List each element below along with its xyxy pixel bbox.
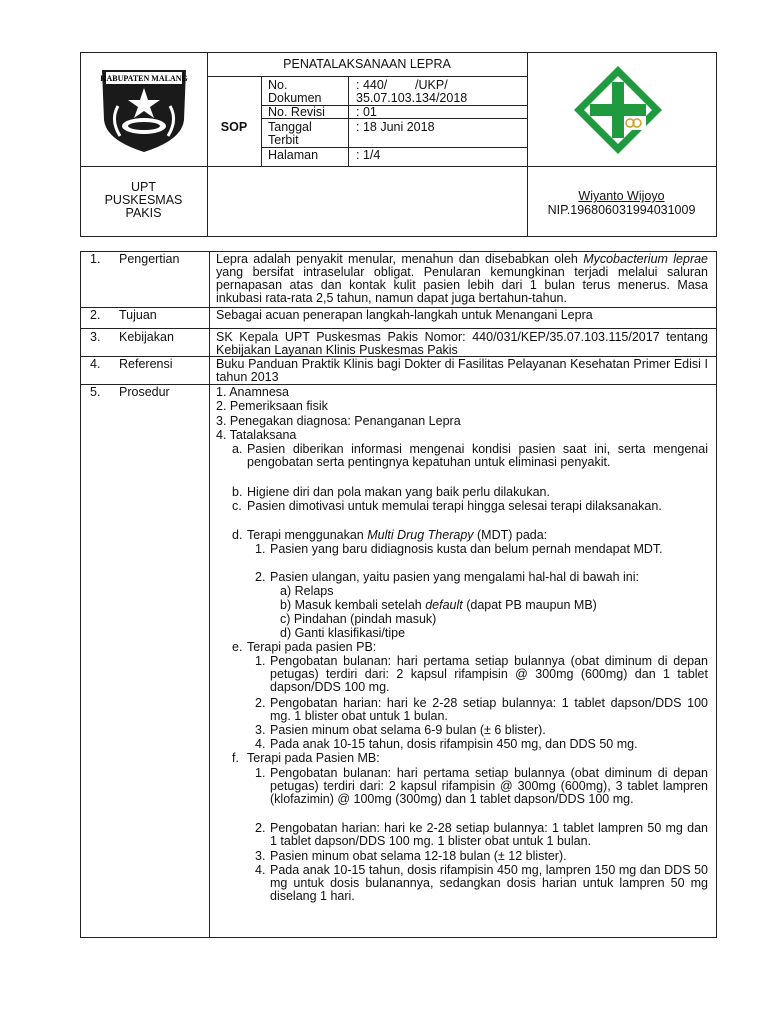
field-label-no-dokumen: No. Dokumen [268, 78, 322, 105]
item-marker: 3. [255, 849, 266, 863]
section-label: Kebijakan [119, 330, 174, 344]
item-marker: 1. [255, 654, 266, 668]
field-label-no-revisi: No. Revisi [268, 105, 325, 119]
puskesmas-logo [572, 64, 664, 156]
item-marker: 4. [255, 863, 266, 877]
section-label: Pengertian [119, 252, 180, 266]
item-d2d: d) Ganti klasifikasi/tipe [280, 626, 406, 640]
field-value-tanggal-terbit: : 18 Juni 2018 [356, 120, 435, 134]
document-title: PENATALAKSANAAN LEPRA [283, 57, 451, 71]
item-marker: f. [232, 751, 239, 765]
item-marker: c. [232, 499, 242, 513]
section-number: 5. [90, 385, 101, 399]
item-d: Terapi menggunakan Multi Drug Therapy (MDT) pada: [247, 528, 548, 542]
section-label: Referensi [119, 357, 173, 371]
item-e: Terapi pada pasien PB: [247, 640, 377, 654]
step-anamnesa: 1. Anamnesa [216, 385, 289, 399]
item-f1: Pengobatan bulanan: hari pertama setiap bulannya (obat diminum di depan petugas) terdiri dari: 2 kapsul rifampisin @ 300mg (600mg), 3 tablet lampren (klofazimin) @ 100mg (300mg) dan 1 tablet dapson/DDS 100 mg. [270, 766, 708, 806]
item-a: Pasien diberikan informasi mengenai kondisi pasien saat ini, serta mengenai pengobatan serta pentingnya kepatuhan untuk eliminasi penyakit. [247, 442, 708, 469]
item-marker: 1. [255, 542, 266, 556]
section-body: Sebagai acuan penerapan langkah-langkah untuk Menangani Lepra [216, 308, 593, 322]
item-f3: Pasien minum obat selama 12-18 bulan (± 12 blister). [270, 849, 567, 863]
section-body: SK Kepala UPT Puskesmas Pakis Nomor: 440/031/KEP/35.07.103.115/2017 tentang Kebijakan Layanan Klinis Puskesmas Pakis [216, 330, 708, 357]
section-number: 1. [90, 252, 101, 266]
section-label: Tujuan [119, 308, 157, 322]
item-marker: 2. [255, 821, 266, 835]
section-label: Prosedur [119, 385, 170, 399]
item-marker: 3. [255, 723, 266, 737]
item-f: Terapi pada Pasien MB: [247, 751, 380, 765]
signer-name: Wiyanto Wijoyo [578, 189, 665, 203]
section-number: 3. [90, 330, 101, 344]
field-value-no-revisi: : 01 [356, 105, 377, 119]
field-value-no-dokumen: : 440/ /UKP/ 35.07.103.134/2018 [356, 78, 468, 105]
step-penegakan-diagnosa: 3. Penegakan diagnosa: Penanganan Lepra [216, 414, 461, 428]
item-d2: Pasien ulangan, yaitu pasien yang mengalami hal-hal di bawah ini: [270, 570, 639, 584]
item-marker: 1. [255, 766, 266, 780]
item-d2b: b) Masuk kembali setelah default (dapat PB maupun MB) [280, 598, 597, 612]
step-tatalaksana: 4. Tatalaksana [216, 428, 297, 442]
step-pemeriksaan-fisik: 2. Pemeriksaan fisik [216, 399, 328, 413]
item-marker: 2. [255, 696, 266, 710]
item-e4: Pada anak 10-15 tahun, dosis rifampisin 450 mg, dan DDS 50 mg. [270, 737, 638, 751]
item-f4: Pada anak 10-15 tahun, dosis rifampisin 450 mg, lampren 150 mg dan DDS 50 mg untuk dosis bulanannya, sedangkan dosis harian untuk lampren 50 mg diselang 1 hari. [270, 863, 708, 903]
item-c: Pasien dimotivasi untuk memulai terapi hingga selesai terapi dilaksanakan. [247, 499, 662, 513]
org-name: UPT PUSKESMAS PAKIS [104, 180, 183, 220]
section-body: Lepra adalah penyakit menular, menahun dan disebabkan oleh Mycobacterium leprae yang bersifat intraselular obligat. Penularan kemungkinan terjadi melalui saluran pernapasan atas dan kontak kulit pasien lebih dari 1 bulan terus menerus. Masa inkubasi rata-rata 2,5 tahun, namun dapat juga bertahun-tahun. [216, 252, 709, 305]
item-b: Higiene diri dan pola makan yang baik perlu dilakukan. [247, 485, 550, 499]
item-marker: d. [232, 528, 243, 542]
logo-left-text: KABUPATEN MALANG [100, 74, 188, 83]
item-marker: 2. [255, 570, 266, 584]
field-label-tanggal-terbit: Tanggal Terbit [268, 120, 312, 147]
item-marker: 4. [255, 737, 266, 751]
item-marker: b. [232, 485, 243, 499]
item-marker: e. [232, 640, 243, 654]
section-number: 4. [90, 357, 101, 371]
item-marker: a. [232, 442, 243, 456]
item-d2a: a) Relaps [280, 584, 334, 598]
section-body: Buku Panduan Praktik Klinis bagi Dokter di Fasilitas Pelayanan Kesehatan Primer Edisi I tahun 2013 [216, 357, 708, 384]
item-d1: Pasien yang baru didiagnosis kusta dan belum pernah mendapat MDT. [270, 542, 663, 556]
item-e1: Pengobatan bulanan: hari pertama setiap bulannya (obat diminum di depan petugas) terdiri dari: 2 kapsul rifampisin @ 300mg (600mg) dan 1 tablet dapson/DDS 100 mg. [270, 654, 708, 694]
signer-nip: NIP.196806031994031009 [547, 203, 696, 217]
field-value-halaman: : 1/4 [356, 148, 381, 162]
kabupaten-malang-logo [96, 60, 192, 156]
item-e3: Pasien minum obat selama 6-9 bulan (± 6 blister). [270, 723, 546, 737]
item-f2: Pengobatan harian: hari ke 2-28 setiap bulannya: 1 tablet lampren 50 mg dan 1 tablet dapson/DDS 100 mg. 1 blister obat untuk 1 bulan. [270, 821, 708, 848]
item-d2c: c) Pindahan (pindah masuk) [280, 612, 437, 626]
item-e2: Pengobatan harian: hari ke 2-28 setiap bulannya: 1 tablet dapson/DDS 100 mg. 1 blister obat untuk 1 bulan. [270, 696, 708, 723]
section-number: 2. [90, 308, 101, 322]
sop-label: SOP [220, 120, 248, 134]
field-label-halaman: Halaman [268, 148, 319, 162]
